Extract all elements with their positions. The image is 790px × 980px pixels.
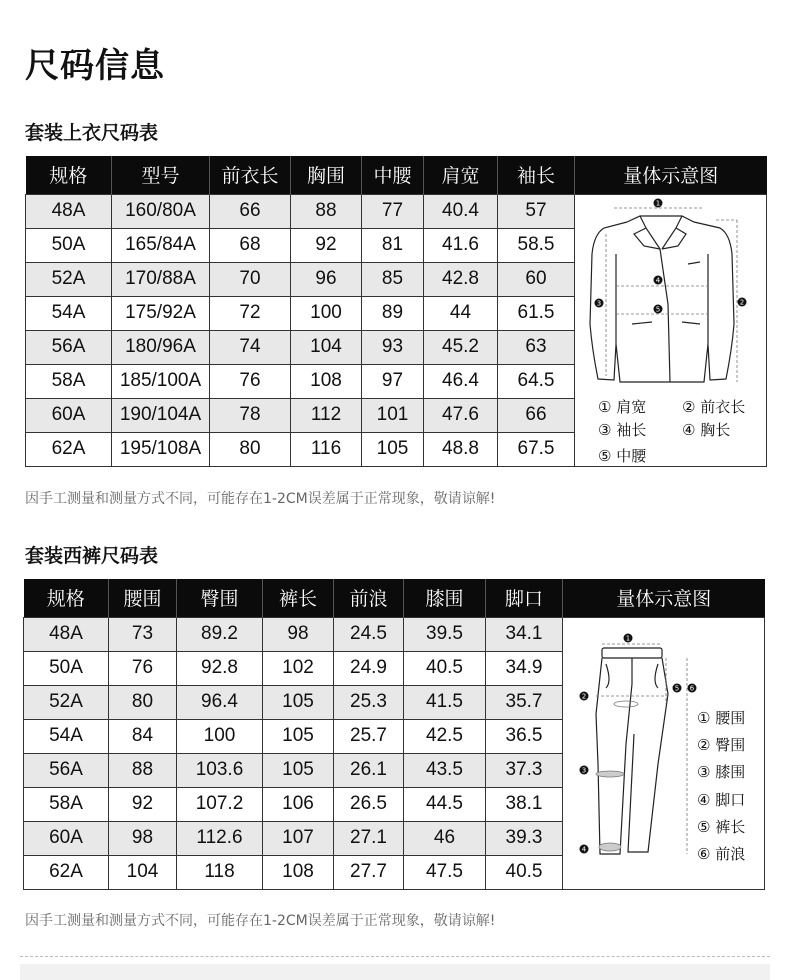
pants-table-cell: 88 bbox=[109, 753, 177, 787]
pants-table-cell: 47.5 bbox=[404, 855, 486, 889]
jacket-table-cell: 97 bbox=[362, 364, 424, 398]
jacket-table-cell: 48.8 bbox=[424, 432, 498, 466]
pants-table-cell: 36.5 bbox=[486, 719, 563, 753]
jacket-table-cell: 67.5 bbox=[498, 432, 575, 466]
pants-table-cell: 118 bbox=[177, 855, 263, 889]
pants-table-cell: 107.2 bbox=[177, 787, 263, 821]
divider bbox=[20, 956, 770, 957]
jacket-table-cell: 175/92A bbox=[112, 296, 210, 330]
pants-header-cell: 腰围 bbox=[109, 579, 177, 617]
jacket-table-cell: 180/96A bbox=[112, 330, 210, 364]
jacket-table-cell: 76 bbox=[210, 364, 291, 398]
pants-legend-item: ③ 膝围 bbox=[697, 763, 746, 781]
pants-table-cell: 25.7 bbox=[334, 719, 404, 753]
jacket-mark: 3 bbox=[596, 299, 602, 308]
jacket-table-cell: 66 bbox=[210, 194, 291, 228]
pants-table-cell: 102 bbox=[263, 651, 334, 685]
pants-header-cell: 规格 bbox=[24, 579, 109, 617]
jacket-table-cell: 50A bbox=[26, 228, 112, 262]
jacket-table-cell: 52A bbox=[26, 262, 112, 296]
jacket-header-cell: 胸围 bbox=[291, 156, 362, 194]
pants-table-cell: 26.1 bbox=[334, 753, 404, 787]
pants-table-cell: 73 bbox=[109, 617, 177, 651]
jacket-legend-item: ④ 胸长 bbox=[682, 421, 731, 439]
pants-table-cell: 43.5 bbox=[404, 753, 486, 787]
jacket-header-cell: 袖长 bbox=[498, 156, 575, 194]
jacket-table-cell: 160/80A bbox=[112, 194, 210, 228]
jacket-legend-item: ① 肩宽 bbox=[598, 398, 647, 416]
pants-table-cell: 25.3 bbox=[334, 685, 404, 719]
jacket-table-cell: 42.8 bbox=[424, 262, 498, 296]
pants-table-cell: 92.8 bbox=[177, 651, 263, 685]
pants-table-cell: 98 bbox=[109, 821, 177, 855]
pants-table-cell: 104 bbox=[109, 855, 177, 889]
pants-table-cell: 105 bbox=[263, 719, 334, 753]
pants-header-cell: 臀围 bbox=[177, 579, 263, 617]
jacket-mark: 2 bbox=[739, 298, 745, 307]
pants-diagram bbox=[572, 624, 697, 864]
jacket-table-cell: 81 bbox=[362, 228, 424, 262]
pants-table-cell: 41.5 bbox=[404, 685, 486, 719]
jacket-table-cell: 96 bbox=[291, 262, 362, 296]
pants-table-cell: 52A bbox=[24, 685, 109, 719]
jacket-mark: 1 bbox=[655, 199, 661, 208]
jacket-legend-item: ② 前衣长 bbox=[682, 398, 746, 416]
jacket-header-row bbox=[26, 156, 767, 194]
jacket-diagram bbox=[582, 194, 762, 394]
pants-legend-item: ⑥ 前浪 bbox=[697, 845, 746, 863]
pants-mark: 6 bbox=[689, 684, 695, 693]
jacket-table-cell: 45.2 bbox=[424, 330, 498, 364]
pants-table-cell: 103.6 bbox=[177, 753, 263, 787]
pants-legend-item: ② 臀围 bbox=[697, 736, 746, 754]
jacket-table-cell: 85 bbox=[362, 262, 424, 296]
jacket-table-cell: 41.6 bbox=[424, 228, 498, 262]
jacket-table-cell: 61.5 bbox=[498, 296, 575, 330]
jacket-table-cell: 108 bbox=[291, 364, 362, 398]
pants-header-row bbox=[24, 579, 765, 617]
jacket-header-cell: 型号 bbox=[112, 156, 210, 194]
jacket-table-cell: 44 bbox=[424, 296, 498, 330]
pants-table-cell: 92 bbox=[109, 787, 177, 821]
pants-header-cell: 量体示意图 bbox=[563, 579, 765, 617]
pants-table-cell: 27.7 bbox=[334, 855, 404, 889]
jacket-table-cell: 54A bbox=[26, 296, 112, 330]
jacket-header-cell: 肩宽 bbox=[424, 156, 498, 194]
jacket-table-cell: 60A bbox=[26, 398, 112, 432]
jacket-table-cell: 58A bbox=[26, 364, 112, 398]
jacket-table-cell: 93 bbox=[362, 330, 424, 364]
jacket-table-cell: 92 bbox=[291, 228, 362, 262]
jacket-table-cell: 68 bbox=[210, 228, 291, 262]
jacket-mark: 5 bbox=[655, 305, 661, 314]
pants-table-cell: 96.4 bbox=[177, 685, 263, 719]
jacket-header-cell: 量体示意图 bbox=[575, 156, 767, 194]
pants-table-cell: 24.9 bbox=[334, 651, 404, 685]
pants-table-cell: 26.5 bbox=[334, 787, 404, 821]
jacket-table-cell: 40.4 bbox=[424, 194, 498, 228]
jacket-table-cell: 185/100A bbox=[112, 364, 210, 398]
jacket-table-cell: 58.5 bbox=[498, 228, 575, 262]
pants-table-cell: 60A bbox=[24, 821, 109, 855]
jacket-legend-item: ③ 袖长 bbox=[598, 421, 647, 439]
jacket-section-title: 套装上衣尺码表 bbox=[25, 122, 159, 144]
page-title: 尺码信息 bbox=[25, 46, 165, 86]
pants-table-cell: 39.5 bbox=[404, 617, 486, 651]
pants-mark: 5 bbox=[674, 684, 680, 693]
pants-legend-item: ① 腰围 bbox=[697, 709, 746, 727]
pants-mark: 3 bbox=[581, 766, 587, 775]
pants-table-cell: 34.1 bbox=[486, 617, 563, 651]
pants-mark: 1 bbox=[625, 634, 631, 643]
jacket-header-cell: 规格 bbox=[26, 156, 112, 194]
jacket-table-cell: 105 bbox=[362, 432, 424, 466]
pants-table-cell: 24.5 bbox=[334, 617, 404, 651]
jacket-table-cell: 104 bbox=[291, 330, 362, 364]
pants-table-cell: 58A bbox=[24, 787, 109, 821]
jacket-table-cell: 116 bbox=[291, 432, 362, 466]
pants-table-cell: 108 bbox=[263, 855, 334, 889]
jacket-table-cell: 77 bbox=[362, 194, 424, 228]
measurement-note: 因手工测量和测量方式不同，可能存在1-2CM误差属于正常现象，敬请谅解! bbox=[25, 491, 496, 507]
pants-table-cell: 106 bbox=[263, 787, 334, 821]
jacket-header-cell: 前衣长 bbox=[210, 156, 291, 194]
measurement-note: 因手工测量和测量方式不同，可能存在1-2CM误差属于正常现象，敬请谅解! bbox=[25, 913, 496, 929]
jacket-mark: 4 bbox=[655, 276, 661, 285]
pants-section-title: 套装西裤尺码表 bbox=[25, 545, 159, 567]
jacket-header-cell: 中腰 bbox=[362, 156, 424, 194]
pants-header-cell: 裤长 bbox=[263, 579, 334, 617]
pants-table-cell: 40.5 bbox=[486, 855, 563, 889]
pants-table-cell: 34.9 bbox=[486, 651, 563, 685]
jacket-table-cell: 66 bbox=[498, 398, 575, 432]
jacket-table-cell: 60 bbox=[498, 262, 575, 296]
jacket-table-cell: 80 bbox=[210, 432, 291, 466]
pants-table-cell: 42.5 bbox=[404, 719, 486, 753]
pants-table-cell: 39.3 bbox=[486, 821, 563, 855]
pants-table-cell: 46 bbox=[404, 821, 486, 855]
pants-table-cell: 76 bbox=[109, 651, 177, 685]
pants-table-cell: 44.5 bbox=[404, 787, 486, 821]
pants-table-cell: 100 bbox=[177, 719, 263, 753]
bottom-strip bbox=[20, 964, 770, 980]
pants-header-cell: 膝围 bbox=[404, 579, 486, 617]
pants-table-cell: 37.3 bbox=[486, 753, 563, 787]
jacket-table-cell: 48A bbox=[26, 194, 112, 228]
pants-table-cell: 62A bbox=[24, 855, 109, 889]
jacket-table-cell: 56A bbox=[26, 330, 112, 364]
pants-table-cell: 107 bbox=[263, 821, 334, 855]
pants-table-cell: 56A bbox=[24, 753, 109, 787]
jacket-table-cell: 78 bbox=[210, 398, 291, 432]
pants-legend-item: ④ 脚口 bbox=[697, 791, 746, 809]
jacket-table-cell: 165/84A bbox=[112, 228, 210, 262]
pants-table-cell: 40.5 bbox=[404, 651, 486, 685]
jacket-table-cell: 63 bbox=[498, 330, 575, 364]
pants-mark: 4 bbox=[581, 845, 587, 854]
jacket-table-cell: 57 bbox=[498, 194, 575, 228]
pants-legend-item: ⑤ 裤长 bbox=[697, 818, 746, 836]
jacket-table-cell: 195/108A bbox=[112, 432, 210, 466]
pants-table-cell: 48A bbox=[24, 617, 109, 651]
jacket-table-cell: 112 bbox=[291, 398, 362, 432]
jacket-table-cell: 88 bbox=[291, 194, 362, 228]
jacket-table-cell: 47.6 bbox=[424, 398, 498, 432]
pants-table-cell: 112.6 bbox=[177, 821, 263, 855]
pants-table-cell: 38.1 bbox=[486, 787, 563, 821]
pants-table-cell: 27.1 bbox=[334, 821, 404, 855]
jacket-table-cell: 100 bbox=[291, 296, 362, 330]
jacket-table-cell: 101 bbox=[362, 398, 424, 432]
pants-table-cell: 105 bbox=[263, 753, 334, 787]
jacket-table-cell: 170/88A bbox=[112, 262, 210, 296]
jacket-table-cell: 89 bbox=[362, 296, 424, 330]
pants-table-cell: 80 bbox=[109, 685, 177, 719]
jacket-table-cell: 62A bbox=[26, 432, 112, 466]
pants-table-cell: 105 bbox=[263, 685, 334, 719]
pants-header-cell: 前浪 bbox=[334, 579, 404, 617]
pants-mark: 2 bbox=[581, 692, 587, 701]
jacket-table-cell: 70 bbox=[210, 262, 291, 296]
jacket-table-cell: 64.5 bbox=[498, 364, 575, 398]
pants-table-cell: 89.2 bbox=[177, 617, 263, 651]
jacket-table-cell: 72 bbox=[210, 296, 291, 330]
pants-table-cell: 35.7 bbox=[486, 685, 563, 719]
jacket-table-cell: 46.4 bbox=[424, 364, 498, 398]
pants-header-cell: 脚口 bbox=[486, 579, 563, 617]
jacket-legend-item: ⑤ 中腰 bbox=[598, 447, 647, 465]
pants-table-cell: 50A bbox=[24, 651, 109, 685]
pants-table-cell: 84 bbox=[109, 719, 177, 753]
jacket-table-cell: 190/104A bbox=[112, 398, 210, 432]
jacket-table-cell: 74 bbox=[210, 330, 291, 364]
pants-table-cell: 54A bbox=[24, 719, 109, 753]
pants-table-cell: 98 bbox=[263, 617, 334, 651]
